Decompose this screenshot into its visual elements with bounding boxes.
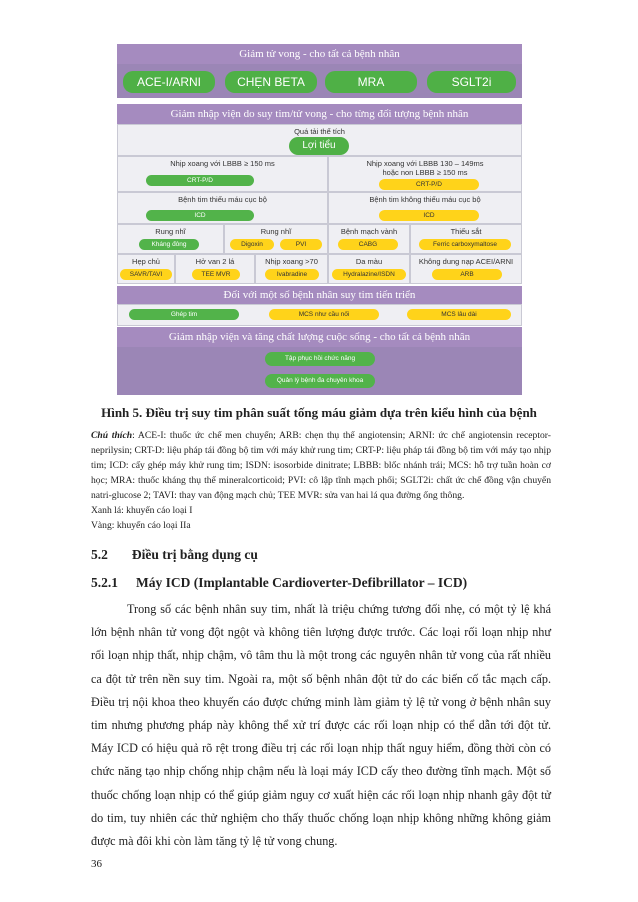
ischemic-label: Bệnh tim thiếu máu cục bộ [178, 195, 267, 204]
figure-caption: Hình 5. Điều trị suy tim phân suất tống máu giảm dựa trên kiểu hình của bệnh [101, 405, 537, 420]
treatment-diagram [117, 44, 522, 398]
subsection-number: 5.2.1 [91, 575, 118, 590]
subsection-heading [91, 575, 467, 591]
band-hospitalization: Giảm nhập viện do suy tim/tử vong - cho từng đối tượng bệnh nhân [117, 104, 522, 124]
sinus-lbbb150-cell [117, 156, 328, 192]
cabg-pill: CABG [338, 239, 398, 250]
iron-label: Thiếu sắt [450, 227, 482, 236]
page-number: 36 [91, 858, 102, 870]
black-label: Da màu [355, 257, 383, 266]
arb-pill: ARB [432, 269, 502, 280]
pvi-pill: PVI [280, 239, 322, 250]
drug-mra: MRA [325, 71, 417, 93]
band-mortality-all: Giảm tử vong - cho tất cả bệnh nhân [117, 44, 522, 64]
sinus-lbbb130-label: Nhịp xoang với LBBB 130 – 149ms hoặc non LBBB ≥ 150 ms [366, 159, 484, 177]
af1-label: Rung nhĩ [155, 227, 186, 236]
drug-beta-blocker: CHẸN BETA [225, 71, 317, 93]
section-number: 5.2 [91, 547, 108, 562]
figure-note [91, 428, 551, 503]
icd-left-pill: ICD [146, 210, 254, 221]
savr-pill: SAVR/TAVI [120, 269, 172, 280]
sinus-lbbb150-label: Nhịp xoang với LBBB ≥ 150 ms [170, 159, 275, 168]
rehab-pill: Tập phục hồi chức năng [265, 352, 375, 366]
band-advanced-hf: Đối với một số bệnh nhân suy tim tiến triển [117, 286, 522, 304]
crt-left-pill: CRT-P/D [146, 175, 254, 186]
ferric-pill: Ferric carboxymaltose [419, 239, 511, 250]
digoxin-pill: Digoxin [230, 239, 274, 250]
ivabradine-pill: Ivabradine [265, 269, 319, 280]
diuretic-pill: Lợi tiểu [289, 137, 349, 155]
hydral-pill: Hydralazine/ISDN [332, 269, 406, 280]
legend-yellow: Vàng: khuyến cáo loại IIa [91, 520, 191, 531]
volume-overload-label: Quá tải thể tích [294, 127, 345, 136]
section-heading [91, 547, 258, 563]
intolerant-label: Không dung nạp ACEI/ARNI [418, 257, 514, 266]
note-text: : ACE-I: thuốc ức chế men chuyển; ARB: chẹn thụ thể angiotensin; ARNI: ức chế angiotensin receptor-neprilysin; CRT-D: liệu pháp tái đồng bộ tim với máy khử rung tim; CRT-P: liệu pháp tái đồng bộ tim với máy tạo nhịp tim; ICD: cấy ghép máy khử rung tim; ISDN: isosorbide dinitrate; LBBB: blốc nhánh trái; MCS: hỗ trợ tuần hoàn cơ học; MRA: thuốc kháng thụ thể mineralcorticoid; PVI: cô lập tĩnh mạch phổi; SGLT2i: chất ức chế đồng vận chuyển natri-glucose 2; TAVI: thay van động mạch chủ; TEE MVR: sửa van hai lá qua đường ống thông. [91, 430, 551, 501]
cad-label: Bệnh mạch vành [340, 227, 398, 236]
multidisc-pill: Quản lý bệnh đa chuyên khoa [265, 374, 375, 388]
body-paragraph: Trong số các bệnh nhân suy tim, nhất là triệu chứng tương đối nhẹ, có một tỷ lệ khá lớn bệnh nhân tử vong đột ngột và không tiên lượng được trước. Các loại rối loạn nhịp như rối loạn nhịp thất, nhịp chậm, vô tâm thu là một trong các nguyên nhân tử vong của rất nhiều ca đột tử trên nền suy tim. Ngoài ra, một số bệnh nhân đột tử do các biến cố tắc mạch cấp. Điều trị nội khoa theo khuyến cáo được chứng minh làm giảm tỷ lệ tử vong ở bệnh nhân suy tim nhưng phương pháp này không thể xử trí được các rối loạn nhịp có thể dẫn tới đột tử. Máy ICD có hiệu quả rõ rệt trong điều trị các rối loạn nhịp thất nguy hiểm, đồng thời còn có chức năng tạo nhịp chống nhịp chậm nếu là loại máy ICD cấy theo đường tĩnh mạch. Một số thuốc chống loạn nhịp có thể giúp giảm nguy cơ xuất hiện các rối loạn nhịp nhanh gây đột tử do tim, tuy nhiên các thử nghiệm cho thấy thuốc chống loạn nhịp không những không giảm được mà đôi khi còn làm tăng tỷ lệ tử vong chung. [91, 602, 551, 849]
teemvr-pill: TEE MVR [192, 269, 240, 280]
mr-label: Hở van 2 lá [195, 257, 235, 266]
mcs-long-pill: MCS lâu dài [407, 309, 511, 320]
sinus70-label: Nhịp xoang >70 [265, 257, 318, 266]
section-title: Điều trị bằng dụng cụ [131, 547, 258, 562]
anticoag-pill: Kháng đông [139, 239, 199, 250]
note-label: Chú thích [91, 430, 133, 441]
legend-green: Xanh lá: khuyến cáo loại I [91, 505, 193, 516]
subsection-title: Máy ICD (Implantable Cardioverter-Defibrillator – ICD) [136, 575, 468, 590]
icd-right-pill: ICD [379, 210, 479, 221]
drug-sglt2i: SGLT2i [427, 71, 516, 93]
band-quality-life: Giảm nhập viện và tăng chất lượng cuộc sống - cho tất cả bệnh nhân [117, 327, 522, 347]
mcs-bridge-pill: MCS như cầu nối [269, 309, 379, 320]
drug-acei-arni: ACE-I/ARNI [123, 71, 215, 93]
af2-label: Rung nhĩ [260, 227, 292, 236]
as-label: Hẹp chủ [132, 257, 160, 266]
crt-right-pill: CRT-P/D [379, 179, 479, 190]
nonischemic-label: Bệnh tim không thiếu máu cục bộ [369, 195, 481, 204]
transplant-pill: Ghép tim [129, 309, 239, 320]
